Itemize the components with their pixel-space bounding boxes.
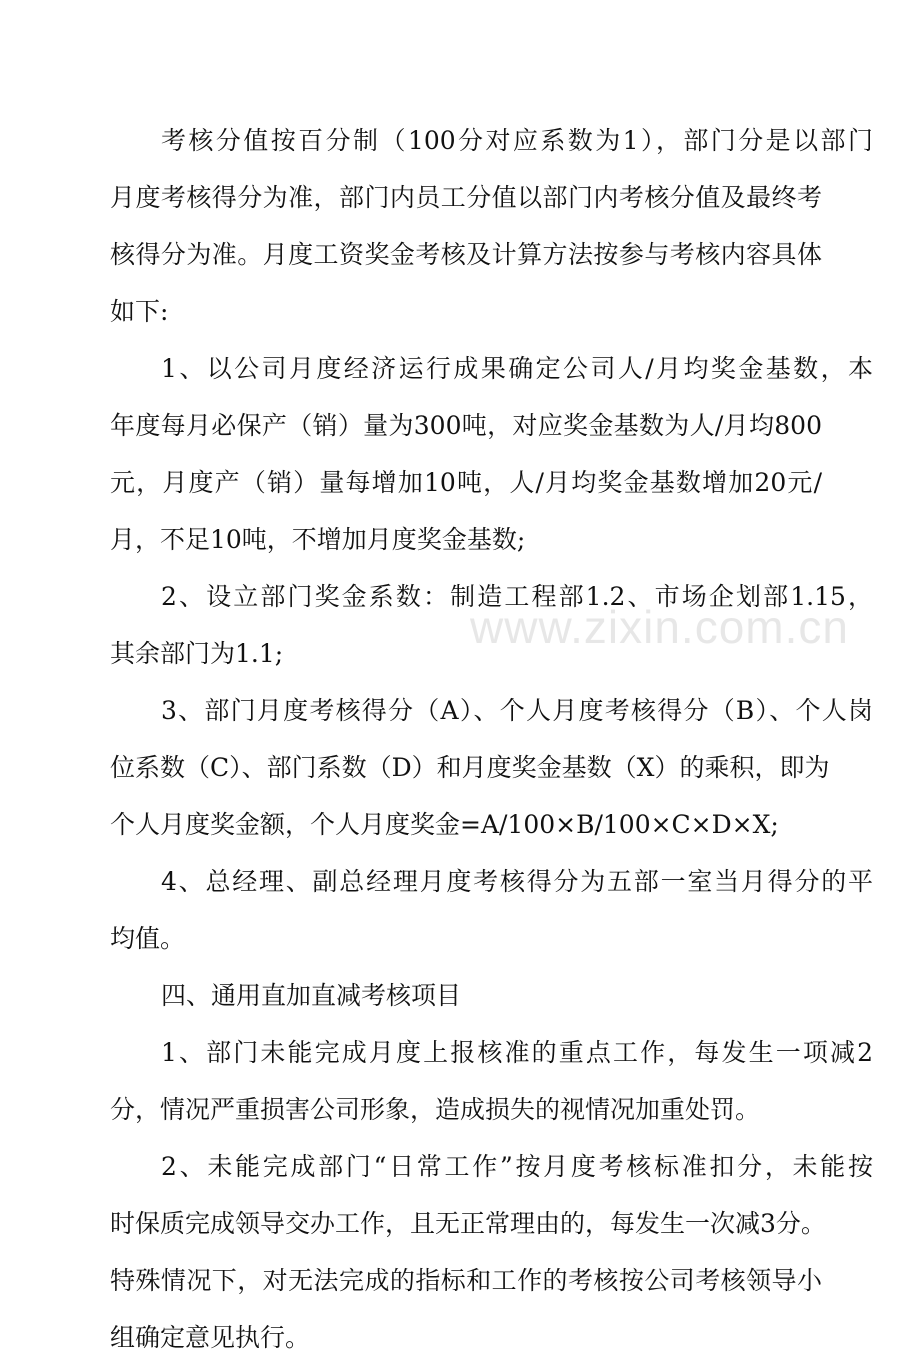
list-item-line: 月，不足10吨，不增加月度奖金基数; (110, 525, 526, 554)
list-item-line: 2、设立部门奖金系数：制造工程部1.2、市场企划部1.15， (161, 582, 873, 611)
list-item-line: 特殊情况下，对无法完成的指标和工作的考核按公司考核领导小 (110, 1266, 822, 1295)
list-item-line: 4、总经理、副总经理月度考核得分为五部一室当月得分的平 (161, 867, 873, 896)
list-item-line: 个人月度奖金额，个人月度奖金=A/100×B/100×C×D×X; (110, 810, 779, 839)
list-item-line: 年度每月必保产（销）量为300吨，对应奖金基数为人/月均800 (110, 411, 822, 440)
list-item-line: 时保质完成领导交办工作，且无正常理由的，每发生一次减3分。 (110, 1209, 826, 1238)
list-item-line: 分，情况严重损害公司形象，造成损失的视情况加重处罚。 (110, 1095, 761, 1124)
list-item-line: 1、部门未能完成月度上报核准的重点工作，每发生一项减2 (161, 1038, 873, 1067)
list-item-line: 其余部门为1.1; (110, 639, 284, 668)
paragraph-line: 如下: (110, 297, 169, 326)
list-item-line: 均值。 (110, 924, 186, 953)
paragraph-line: 核得分为准。月度工资奖金考核及计算方法按参与考核内容具体 (110, 240, 822, 269)
list-item-line: 3、部门月度考核得分（A）、个人月度考核得分（B）、个人岗 (161, 696, 873, 725)
watermark: www.zixin.com.cn (470, 601, 849, 653)
list-item-line: 位系数（C）、部门系数（D）和月度奖金基数（X）的乘积，即为 (110, 753, 830, 782)
document-body (110, 112, 873, 1366)
list-item-line: 组确定意见执行。 (110, 1323, 311, 1352)
list-item-line: 元，月度产（销）量每增加10吨，人/月均奖金基数增加20元/ (110, 468, 822, 497)
paragraph-line: 考核分值按百分制（100分对应系数为1），部门分是以部门 (161, 126, 873, 155)
list-item-line: 2、未能完成部门“日常工作”按月度考核标准扣分，未能按 (161, 1152, 873, 1181)
list-item-line: 1、以公司月度经济运行成果确定公司人/月均奖金基数，本 (161, 354, 873, 383)
section-heading: 四、通用直加直减考核项目 (161, 981, 462, 1010)
paragraph-line: 月度考核得分为准，部门内员工分值以部门内考核分值及最终考 (110, 183, 822, 212)
